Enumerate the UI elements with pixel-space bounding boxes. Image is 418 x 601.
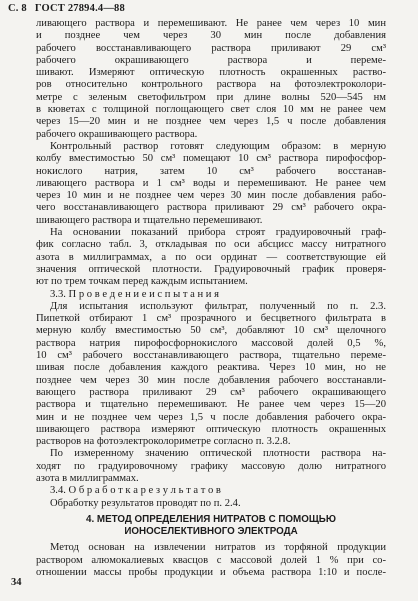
- text-line: ливающего раствора и 1 см³ воды и перемешивают. Не ранее чем: [36, 177, 386, 189]
- text-line: через 15—20 мин и не позднее чем через 1,5 ч после добавления: [36, 116, 386, 128]
- text-line: чего восстанавливающего раствора приливают 29 см³ рабочего окра-: [36, 202, 386, 214]
- text-line: 10 см³ рабочего восстанавливающего раствора, тщательно переме-: [36, 350, 386, 362]
- section-3-text: [36, 18, 386, 510]
- document-body: [36, 18, 386, 579]
- text-line: рабочего восстанавливающего раствора приливают 29 см³: [36, 42, 386, 54]
- text-line: 3.3. П р о в е д е н и е и с п ы т а н и я: [50, 288, 219, 300]
- text-line: Контрольный раствор готовят следующим образом: в мерную: [50, 140, 386, 152]
- text-line: в кюветах с толщиной поглощающего свет слоя 10 мм не ранее чем: [36, 104, 386, 116]
- text-line: через 10 мин и не позднее чем через 30 мин после добавления рабо-: [36, 190, 386, 202]
- text-line: мерную колбу вместимостью 50 см³, добавляют 10 см³ щелочного: [36, 325, 386, 337]
- text-line: ходят по градуировочному графику массовую долю нитратного: [36, 460, 386, 472]
- text-line: фик согласно табл. 3, откладывая по оси абсцисс массу нитратного: [36, 239, 386, 251]
- text-line: раствора натрия пирофосфорнокислого массовой долей 0,5 %,: [36, 337, 386, 349]
- text-line: шивающего раствора измеряют оптическую плотность окрашенных: [36, 423, 386, 435]
- text-line: мин и не позднее чем через 1,5 ч после добавления рабочего окра-: [36, 411, 386, 423]
- text-line: шивая после добавления каждого реактива. Через 10 мин, но не: [36, 362, 386, 374]
- page-header: [8, 3, 125, 14]
- text-line: шивающего раствора и тщательно перемешивают.: [36, 214, 263, 226]
- text-line: По измеренному значению оптической плотности раствора на-: [50, 448, 386, 460]
- text-line: и позднее чем через 30 мин после добавления: [36, 30, 386, 42]
- text-line: рабочего окрашивающего раствора и переме-: [36, 54, 386, 66]
- text-line: шивают. Измеряют оптическую плотность окрашенных раство-: [36, 67, 386, 79]
- text-line: Пипеткой отбирают 1 см³ прозрачного и бесцветного фильтрата в: [36, 313, 386, 325]
- text-line: вающего раствора приливают 29 см³ рабочего окрашивающего: [36, 386, 386, 398]
- text-line: ров относительно контрольного раствора на фотоэлектроколори-: [36, 79, 386, 91]
- text-line: позднее чем через 30 мин после добавления рабочего восстанавли-: [36, 374, 386, 386]
- text-line: азота в миллиграммах, а по оси ординат — соответствующие ей: [36, 251, 386, 263]
- text-line: Метод основан на извлечении нитратов из торфяной продукции: [50, 542, 386, 554]
- text-line: раствора и тщательно перемешивают. Не ранее чем через 15—20: [36, 399, 386, 411]
- text-line: ют по трем точкам перед каждым испытанием.: [36, 276, 248, 288]
- section-4-title-line-2: ИОНОСЕЛЕКТИВНОГО ЭЛЕКТРОДА: [124, 526, 298, 538]
- text-line: нокислого натрия, затем 10 см³ рабочего восстанав-: [36, 165, 386, 177]
- text-line: На основании показаний прибора строят градуировочный граф-: [50, 227, 386, 239]
- standard-code: ГОСТ 27894.4—88: [34, 3, 125, 14]
- section-4-title-line-1: 4. МЕТОД ОПРЕДЕЛЕНИЯ НИТРАТОВ С ПОМОЩЬЮ: [86, 513, 336, 525]
- text-line: отношении массы пробы продукции и объема раствора 1:10 и после-: [36, 567, 386, 579]
- text-line: значения оптической плотности. Градуировочный график проверя-: [36, 263, 386, 275]
- text-line: 3.4. О б р а б о т к а р е з у л ь т а т о в: [50, 485, 221, 497]
- text-line: рабочего окрашивающего раствора.: [36, 128, 198, 140]
- page-number: 34: [11, 577, 22, 588]
- text-line: азота в миллиграммах.: [36, 472, 139, 484]
- text-line: растворов на фотоэлектроколориметре согласно п. 3.2.8.: [36, 436, 291, 448]
- text-line: метре с зеленым светофильтром при длине волны 520—545 нм: [36, 91, 386, 103]
- text-line: Обработку результатов проводят по п. 2.4.: [50, 497, 241, 509]
- text-line: колбу вместимостью 50 см³ помещают 10 см³ раствора пирофосфор-: [36, 153, 386, 165]
- text-line: раствором алюмокалиевых квасцов с массовой долей 1 % при со-: [36, 554, 386, 566]
- section-4-text: [36, 542, 386, 579]
- text-line: Для испытания используют фильтрат, полученный по п. 2.3.: [50, 300, 386, 312]
- page-label: С. 8: [8, 3, 27, 14]
- text-line: ливающего раствора и перемешивают. Не ранее чем через 10 мин: [36, 18, 386, 29]
